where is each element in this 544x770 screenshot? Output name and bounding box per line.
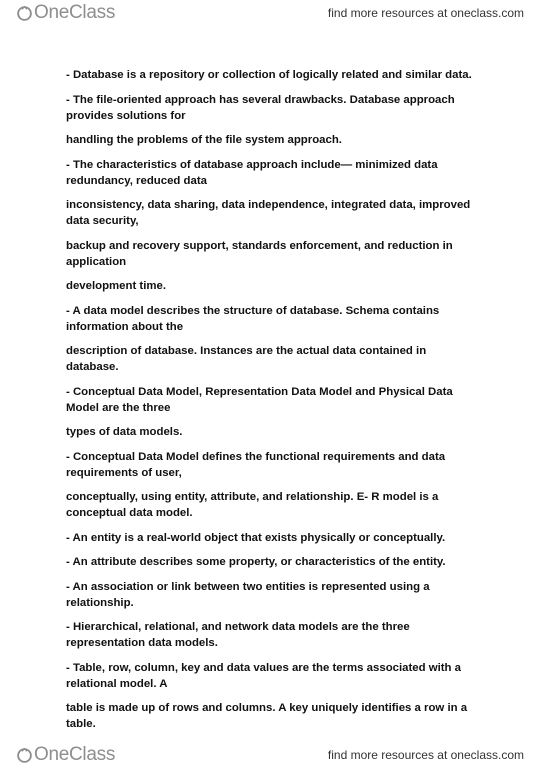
paragraph: table is made up of rows and columns. A key uniquely identifies a row in a table. [66,702,468,730]
oneclass-logo-icon [16,5,33,22]
footer-tagline-link[interactable]: find more resources at oneclass.com [327,748,524,762]
page-footer [0,742,544,768]
paragraph: handling the problems of the file system approach. [66,134,342,146]
paragraph: - Table, row, column, key and data values are the terms associated with a relational model. A [66,661,462,690]
paragraph: - The characteristics of database approach include— minimized data redundancy, reduced data [66,158,438,187]
paragraph: - The file-oriented approach has several drawbacks. Database approach provides solutions for [66,93,455,122]
paragraph: - An entity is a real-world object that exists physically or conceptually. [66,531,446,544]
paragraph: development time. [66,280,167,292]
logo-text: OneClass [34,744,116,765]
oneclass-logo[interactable] [16,3,115,23]
paragraph: backup and recovery support, standards enforcement, and reduction in application [66,239,453,268]
logo-text: OneClass [34,2,116,23]
paragraph: inconsistency, data sharing, data independence, integrated data, improved data security, [66,199,471,227]
paragraph: - An attribute describes some property, or characteristics of the entity. [66,556,446,568]
document-body [66,67,476,741]
paragraph: description of database. Instances are the actual data contained in database. [66,345,427,373]
paragraph: - Conceptual Data Model defines the functional requirements and data requirements of user, [66,450,446,479]
paragraph: - Database is a repository or collection of logically related and similar data. [66,69,472,81]
paragraph: - A data model describes the structure of database. Schema contains information about the [66,304,440,333]
page-header [0,0,544,26]
header-tagline-link[interactable]: find more resources at oneclass.com [327,6,524,20]
oneclass-logo[interactable] [16,745,115,765]
paragraph: - Conceptual Data Model, Representation Data Model and Physical Data Model are the three [66,385,453,414]
paragraph: - Hierarchical, relational, and network data models are the three representation data models. [66,621,410,649]
oneclass-logo-icon [16,747,33,764]
paragraph: - An association or link between two entities is represented using a relationship. [66,580,430,609]
paragraph: types of data models. [66,426,183,438]
paragraph: conceptually, using entity, attribute, and relationship. E- R model is a conceptual data model. [66,491,439,519]
